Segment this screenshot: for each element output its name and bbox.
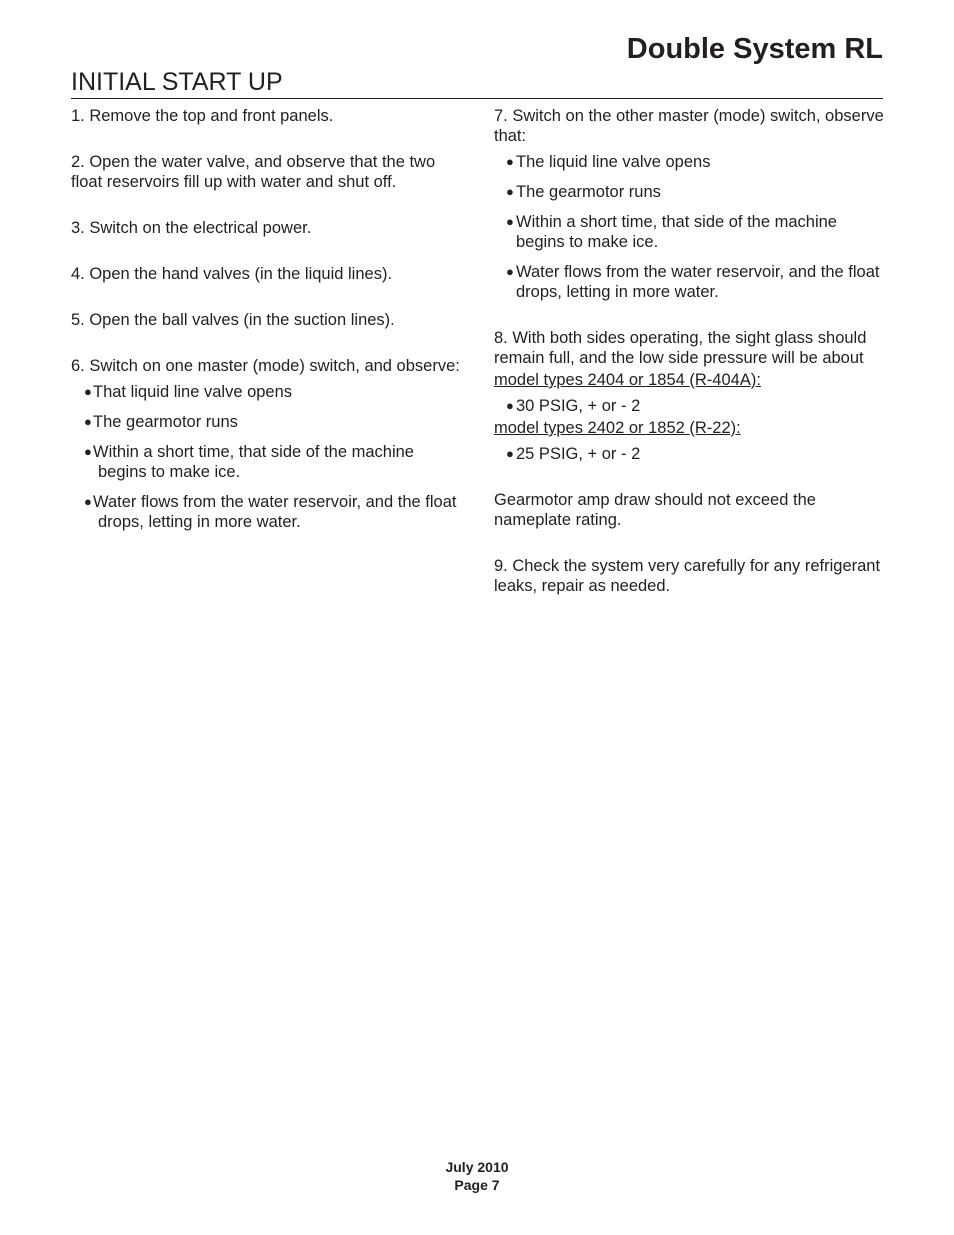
list-item: ● The liquid line valve opens [506,153,711,171]
list-item: ● Within a short time, that side of the machine begins to make ice. [84,443,414,481]
step-3: 3. Switch on the electrical power. [71,219,312,237]
step-5: 5. Open the ball valves (in the suction lines). [71,311,395,329]
step-8: 8. With both sides operating, the sight glass should remain full, and the low side pressure will be about [494,329,867,367]
bullet-icon: ● [84,414,92,429]
step-6: 6. Switch on one master (mode) switch, and observe: [71,357,460,375]
step-6-observations [71,382,461,532]
page-footer [0,1158,954,1194]
footer-date: July 2010 [445,1159,509,1175]
bullet-icon: ● [84,444,92,459]
list-item: ● 30 PSIG, + or - 2 [506,397,641,415]
pressure-r404a [494,396,886,416]
amp-draw-note: Gearmotor amp draw should not exceed the nameplate rating. [494,491,816,529]
bullet-icon: ● [506,398,514,413]
step-1: 1. Remove the top and front panels. [71,107,334,125]
bullet-icon: ● [506,184,514,199]
right-column [494,106,886,622]
document-title: Double System RL [626,33,883,65]
list-item: ● 25 PSIG, + or - 2 [506,445,641,463]
list-item: ● Water flows from the water reservoir, and the float drops, letting in more water. [84,493,457,531]
list-item: ● The gearmotor runs [506,183,661,201]
model-label-r22: model types 2402 or 1852 (R-22): [494,419,741,437]
step-7: 7. Switch on the other master (mode) switch, observe that: [494,107,884,145]
step-7-observations [494,152,886,302]
section-title: INITIAL START UP [71,68,283,96]
bullet-icon: ● [84,384,92,399]
step-9: 9. Check the system very carefully for any refrigerant leaks, repair as needed. [494,557,881,595]
pressure-r22 [494,444,886,464]
model-label-r404a: model types 2404 or 1854 (R-404A): [494,371,761,389]
bullet-icon: ● [506,446,514,461]
bullet-icon: ● [506,214,514,229]
list-item: ● The gearmotor runs [84,413,238,431]
left-column [71,106,461,542]
list-item: ● Water flows from the water reservoir, and the float drops, letting in more water. [506,263,880,301]
bullet-icon: ● [84,494,92,509]
page-number: Page 7 [454,1177,500,1193]
step-4: 4. Open the hand valves (in the liquid lines). [71,265,393,283]
header-divider [71,98,883,99]
bullet-icon: ● [506,154,514,169]
bullet-icon: ● [506,264,514,279]
list-item: ● Within a short time, that side of the machine begins to make ice. [506,213,837,251]
step-2: 2. Open the water valve, and observe that the two float reservoirs fill up with water and shut off. [71,153,436,191]
list-item: ● That liquid line valve opens [84,383,293,401]
